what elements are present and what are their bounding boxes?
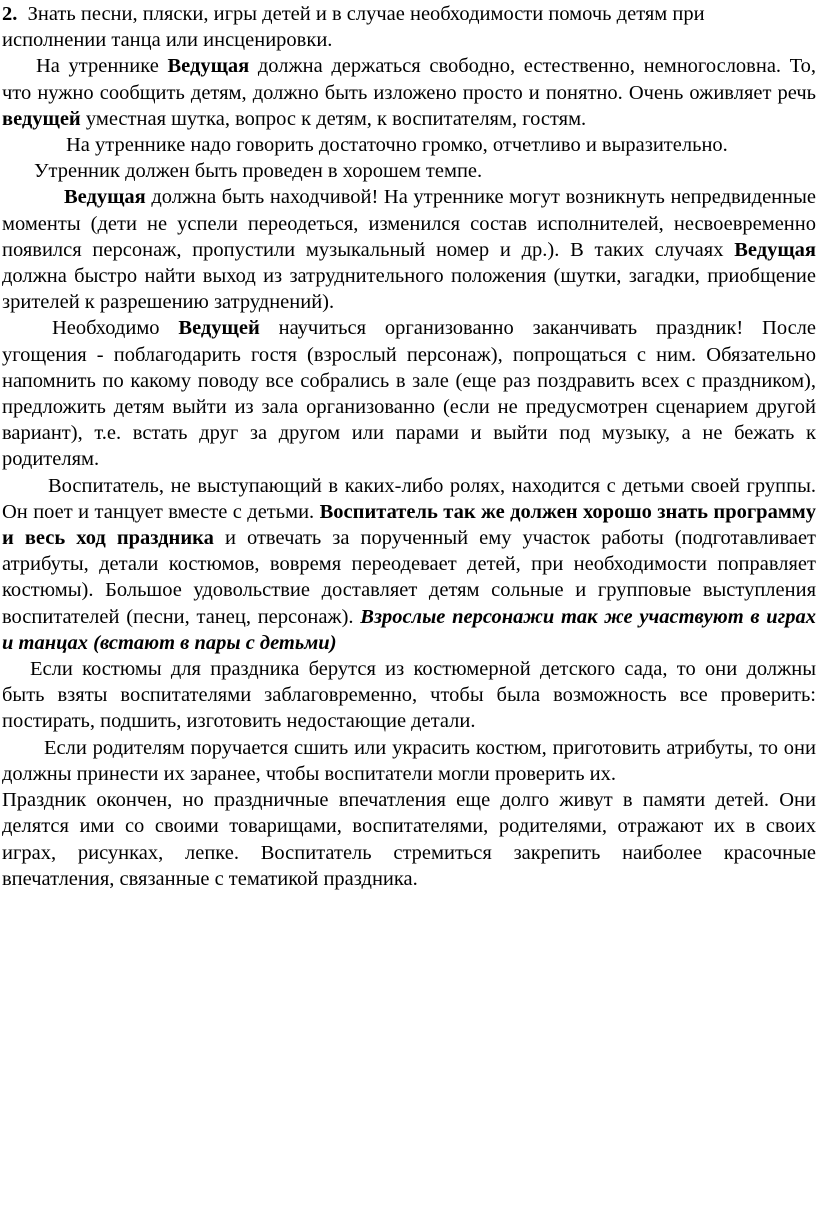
paragraph-1 <box>2 1 816 53</box>
paragraph-8: Если костюмы для праздника берутся из костюмерной детского сада, то они должны быть взяты воспитателями заблаговременно, чтобы была возможность все проверить: постирать, подшить, изготовить недостающие детали. <box>2 658 816 733</box>
paragraph-2-text-2: уместная шутка, вопрос к детям, к воспитателям, гостям. <box>85 107 587 130</box>
paragraph-3: На утреннике надо говорить достаточно громко, отчетливо и выразительно. <box>66 134 728 157</box>
paragraph-7 <box>2 473 816 656</box>
paragraph-2 <box>2 53 816 132</box>
paragraph-5-text: должна быть находчивой! На утреннике могут возникнуть непредвиденные моменты (дети не успели переодеться, изменился состав исполнителей, несвоевременно появился персонаж, пропустили музыкальный номер и др.). В таких случаях <box>2 186 816 261</box>
paragraph-6-text: научиться организованно заканчивать праздник! После угощения - поблагодарить гостя (взрослый персонаж), попрощаться с ним. Обязательно напомнить по какому поводу все собрались в зале (еще раз поздравить всех с праздником), предложить детям выйти из зала организованно (если не предусмотрен сценарием другой вариант), т.е. встать друг за другом или парами и выйти под музыку, а не бежать к родителям. <box>2 317 816 471</box>
paragraph-5-text-2: должна быстро найти выход из затруднительного положения (шутки, загадки, приобщение зрителей к разрешению затруднений). <box>2 265 816 314</box>
paragraph-7-bold-italic-statement: Взрослые персонажи так же участвуют в играх и танцах (встают в пары с детьми) <box>2 605 816 654</box>
paragraph-6-text-start: Необходимо <box>52 317 160 340</box>
paragraph-1-line-1: Знать песни, пляски, игры детей и в случае необходимости помочь детям при <box>27 3 705 25</box>
paragraph-4: Утренник должен быть проведен в хорошем темпе. <box>34 160 483 183</box>
paragraph-2-text-start: На утреннике <box>36 55 159 78</box>
paragraph-6 <box>2 315 816 472</box>
paragraph-5-bold-term: Ведущая <box>64 186 146 209</box>
paragraph-7-text: и отвечать за порученный ему участок работы (подготавливает атрибуты, детали костюмов, вовремя переодевает детей, при необходимости поправляет костюмы). Большое удовольствие доставляет детям сольные и групповые выступления воспитателей (песни, танец, персонаж). <box>2 527 816 628</box>
paragraph-7-bold-statement: Воспитатель так же должен хорошо знать программу и весь ход праздника <box>2 500 816 550</box>
paragraph-9: Если родителям поручается сшить или украсить костюм, приготовить атрибуты, то они должны принести их заранее, чтобы воспитатели могли проверить их. <box>2 736 816 785</box>
document-page <box>0 1 816 1228</box>
item-number: 2. <box>2 3 18 25</box>
paragraph-5 <box>2 184 816 315</box>
paragraph-1-line-2: исполнении танца или инсценировки. <box>2 29 333 52</box>
paragraph-2-bold-term-2: ведущей <box>2 107 81 130</box>
paragraph-2-text: должна держаться свободно, естественно, немногословна. То, что нужно сообщить детям, должно быть изложено просто и понятно. Очень оживляет речь <box>2 55 816 104</box>
paragraph-6-bold-term: Ведущей <box>178 317 260 340</box>
paragraph-2-bold-term: Ведущая <box>167 55 250 78</box>
paragraph-5-bold-term-2: Ведущая <box>734 238 816 261</box>
paragraph-7-text-start: Воспитатель, не выступающий в каких-либо ролях, находится с детьми своей группы. Он поет и танцует вместе с детьми. <box>2 474 816 523</box>
paragraph-10: Праздник окончен, но праздничные впечатления еще долго живут в памяти детей. Они делятся ими со своими товарищами, воспитателями, родителями, отражают их в своих играх, рисунках, лепке. Воспитатель стремиться закрепить наиболее красочные впечатления, связанные с тематикой праздника. <box>2 789 816 890</box>
